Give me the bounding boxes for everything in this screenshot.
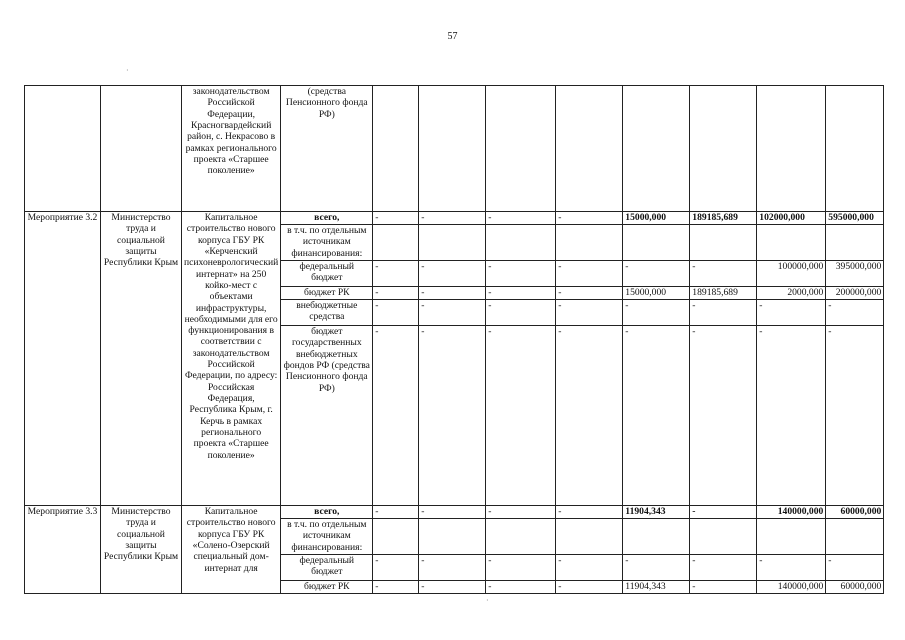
value-cell: - bbox=[419, 555, 486, 581]
source-label: в т.ч. по отдельным источникам финансирования: bbox=[281, 519, 373, 555]
scan-speck: · bbox=[486, 596, 489, 605]
value-cell: - bbox=[757, 555, 826, 581]
value-cell: 60000,000 bbox=[826, 506, 884, 519]
value-cell: 15000,000 bbox=[623, 287, 690, 300]
value-cell: - bbox=[373, 581, 419, 594]
value-cell: - bbox=[419, 287, 486, 300]
value-cell: - bbox=[486, 506, 556, 519]
value-cell: - bbox=[556, 212, 623, 225]
value-cell: - bbox=[419, 212, 486, 225]
value-cell: - bbox=[419, 506, 486, 519]
value-cell: 60000,000 bbox=[826, 581, 884, 594]
value-cell: - bbox=[690, 555, 757, 581]
measure-number: Мероприятие 3.2 bbox=[25, 212, 101, 506]
value-cell: - bbox=[373, 300, 419, 326]
scan-speck: · bbox=[126, 66, 129, 75]
value-cell: - bbox=[373, 261, 419, 287]
value-cell: - bbox=[373, 506, 419, 519]
source-label: всего, bbox=[281, 506, 373, 519]
source-label: федеральный бюджет bbox=[281, 555, 373, 581]
source-label: внебюджетные средства bbox=[281, 300, 373, 326]
value-cell: - bbox=[826, 300, 884, 326]
value-cell: - bbox=[623, 555, 690, 581]
value-cell: 102000,000 bbox=[757, 212, 826, 225]
value-cell: - bbox=[419, 581, 486, 594]
value-cell: 140000,000 bbox=[757, 581, 826, 594]
value-cell: - bbox=[757, 300, 826, 326]
value-cell: - bbox=[419, 300, 486, 326]
value-cell: 595000,000 bbox=[826, 212, 884, 225]
source-label: (средства Пенсионного фонда РФ) bbox=[281, 86, 373, 212]
value-cell: 100000,000 bbox=[757, 261, 826, 287]
source-label: в т.ч. по отдельным источникам финансирования: bbox=[281, 225, 373, 261]
value-cell: 140000,000 bbox=[757, 506, 826, 519]
value-cell: 189185,689 bbox=[690, 212, 757, 225]
value-cell: - bbox=[623, 261, 690, 287]
table-row bbox=[25, 506, 884, 519]
table-row bbox=[25, 86, 884, 212]
value-cell: - bbox=[556, 581, 623, 594]
value-cell: - bbox=[826, 326, 884, 506]
page-number: 57 bbox=[447, 31, 458, 42]
value-cell: - bbox=[826, 555, 884, 581]
value-cell: 2000,000 bbox=[757, 287, 826, 300]
budget-table bbox=[24, 85, 884, 594]
value-cell: - bbox=[556, 506, 623, 519]
value-cell: - bbox=[486, 300, 556, 326]
value-cell: - bbox=[486, 555, 556, 581]
source-label: всего, bbox=[281, 212, 373, 225]
value-cell: - bbox=[373, 555, 419, 581]
value-cell: 11904,343 bbox=[623, 581, 690, 594]
source-label: бюджет РК bbox=[281, 287, 373, 300]
value-cell: - bbox=[556, 326, 623, 506]
value-cell: - bbox=[556, 555, 623, 581]
value-cell: - bbox=[373, 326, 419, 506]
value-cell: - bbox=[556, 300, 623, 326]
value-cell: 200000,000 bbox=[826, 287, 884, 300]
value-cell: - bbox=[623, 326, 690, 506]
table-row bbox=[25, 212, 884, 225]
measure-description: Капитальное строительство нового корпуса ГБУ РК «Керченский психоневрологический интернат» на 250 койко-мест с объектами инфраструктуры, необходимыми для его функционирования в соответствии с законодательством Российской Федерации, по адресу: Российская Федерация, Республика Крым, г. Керчь в рамках регионального проекта «Старшее поколение» bbox=[182, 212, 281, 506]
source-label: бюджет РК bbox=[281, 581, 373, 594]
value-cell: - bbox=[690, 261, 757, 287]
measure-description: Капитальное строительство нового корпуса ГБУ РК «Солено-Озерский специальный дом-интернат для bbox=[182, 506, 281, 594]
value-cell: 11904,343 bbox=[623, 506, 690, 519]
value-cell: - bbox=[623, 300, 690, 326]
value-cell: - bbox=[486, 287, 556, 300]
value-cell: - bbox=[486, 261, 556, 287]
value-cell: - bbox=[419, 261, 486, 287]
value-cell: - bbox=[556, 287, 623, 300]
measure-description: законодательством Российской Федерации, Красногвардейский район, с. Некрасово в рамках регионального проекта «Старшее поколение» bbox=[182, 86, 281, 212]
value-cell: - bbox=[373, 287, 419, 300]
value-cell: - bbox=[556, 261, 623, 287]
value-cell: - bbox=[757, 326, 826, 506]
value-cell: - bbox=[419, 326, 486, 506]
value-cell: - bbox=[690, 326, 757, 506]
value-cell: - bbox=[486, 326, 556, 506]
value-cell: 395000,000 bbox=[826, 261, 884, 287]
value-cell: - bbox=[690, 581, 757, 594]
measure-number: Мероприятие 3.3 bbox=[25, 506, 101, 594]
executor: Министерство труда и социальной защиты Республики Крым bbox=[101, 506, 182, 594]
value-cell: 189185,689 bbox=[690, 287, 757, 300]
value-cell: 15000,000 bbox=[623, 212, 690, 225]
value-cell: - bbox=[373, 212, 419, 225]
executor: Министерство труда и социальной защиты Республики Крым bbox=[101, 212, 182, 506]
source-label: бюджет государственных внебюджетных фондов РФ (средства Пенсионного фонда РФ) bbox=[281, 326, 373, 506]
value-cell: - bbox=[690, 300, 757, 326]
source-label: федеральный бюджет bbox=[281, 261, 373, 287]
value-cell: - bbox=[690, 506, 757, 519]
value-cell: - bbox=[486, 581, 556, 594]
value-cell: - bbox=[486, 212, 556, 225]
